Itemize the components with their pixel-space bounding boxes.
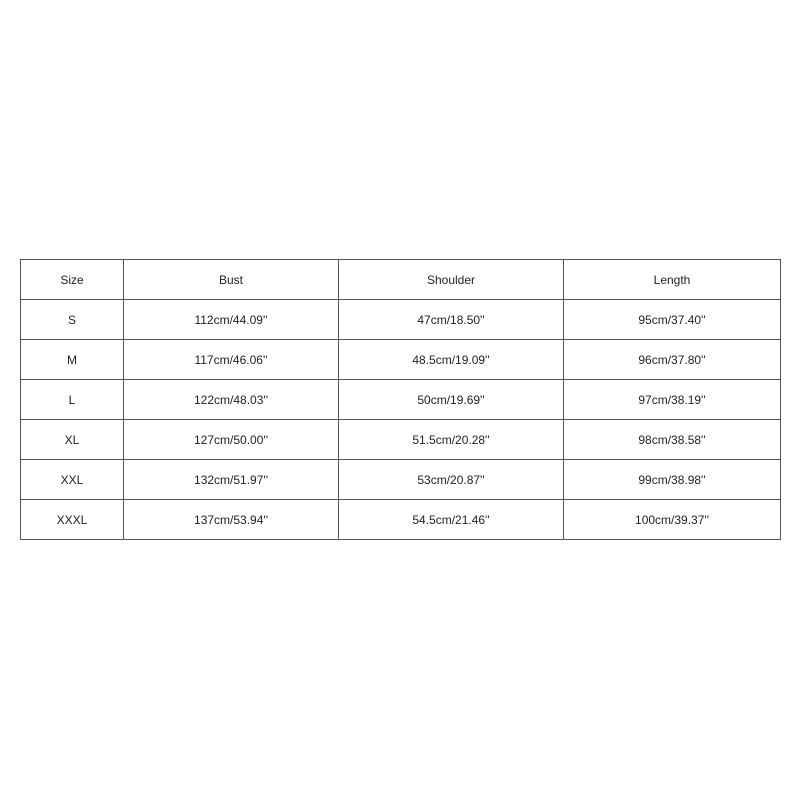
cell-length: 96cm/37.80'' <box>564 340 781 380</box>
cell-size: S <box>21 300 124 340</box>
cell-size: XL <box>21 420 124 460</box>
cell-bust: 117cm/46.06'' <box>124 340 339 380</box>
cell-size: L <box>21 380 124 420</box>
cell-bust: 122cm/48.03'' <box>124 380 339 420</box>
table-row <box>21 300 781 340</box>
cell-bust: 127cm/50.00'' <box>124 420 339 460</box>
cell-length: 98cm/38.58'' <box>564 420 781 460</box>
cell-size: XXXL <box>21 500 124 540</box>
table-row <box>21 380 781 420</box>
cell-length: 99cm/38.98'' <box>564 460 781 500</box>
table-row <box>21 460 781 500</box>
header-size: Size <box>21 260 124 300</box>
header-bust: Bust <box>124 260 339 300</box>
cell-shoulder: 47cm/18.50'' <box>339 300 564 340</box>
cell-length: 97cm/38.19'' <box>564 380 781 420</box>
cell-shoulder: 51.5cm/20.28'' <box>339 420 564 460</box>
cell-size: XXL <box>21 460 124 500</box>
cell-size: M <box>21 340 124 380</box>
cell-length: 95cm/37.40'' <box>564 300 781 340</box>
table-row <box>21 420 781 460</box>
table-row <box>21 340 781 380</box>
cell-shoulder: 53cm/20.87'' <box>339 460 564 500</box>
size-chart-table <box>20 259 781 540</box>
cell-bust: 132cm/51.97'' <box>124 460 339 500</box>
cell-length: 100cm/39.37'' <box>564 500 781 540</box>
cell-bust: 137cm/53.94'' <box>124 500 339 540</box>
cell-shoulder: 54.5cm/21.46'' <box>339 500 564 540</box>
header-shoulder: Shoulder <box>339 260 564 300</box>
header-row <box>21 260 781 300</box>
cell-shoulder: 50cm/19.69'' <box>339 380 564 420</box>
header-length: Length <box>564 260 781 300</box>
table-row <box>21 500 781 540</box>
cell-shoulder: 48.5cm/19.09'' <box>339 340 564 380</box>
cell-bust: 112cm/44.09'' <box>124 300 339 340</box>
